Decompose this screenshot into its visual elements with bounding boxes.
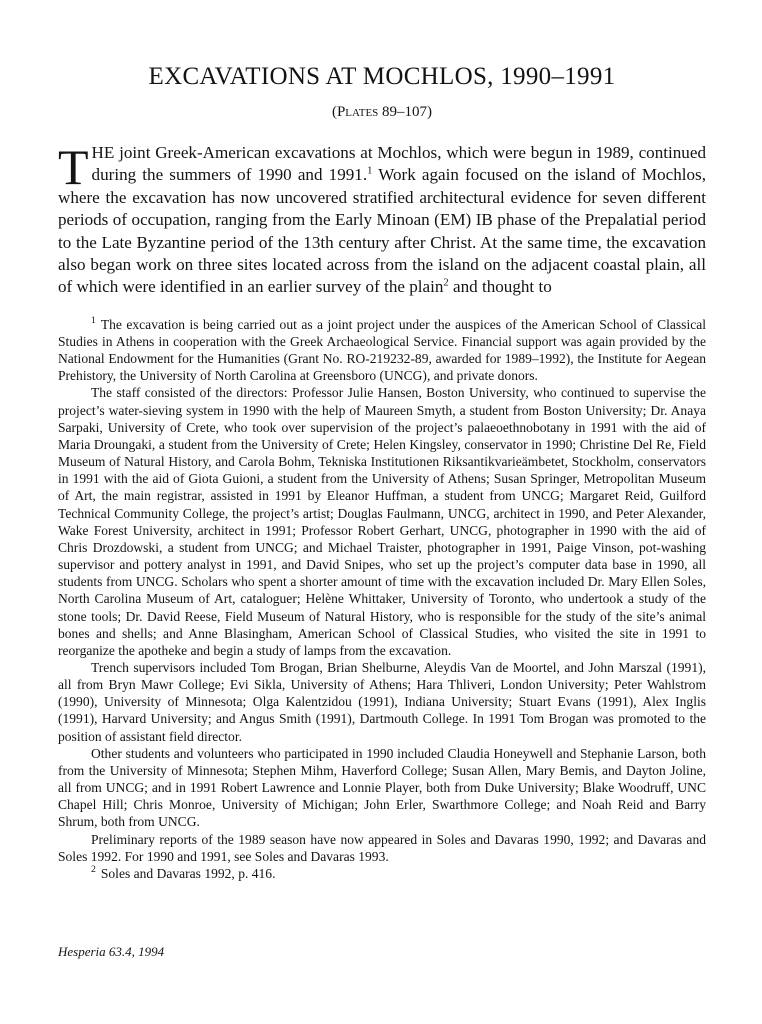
footnote-reports-paragraph: Preliminary reports of the 1989 season have now appeared in Soles and Davaras 1990, 1992; and Davaras and Soles 1992. For 1990 and 1991, see Soles and Davaras 1993. [58, 831, 706, 864]
article-title: EXCAVATIONS AT MOCHLOS, 1990–1991 [148, 63, 616, 90]
plates-label: Plates [336, 104, 379, 120]
plates-close-paren: ) [427, 104, 433, 120]
footnote-1-text: The excavation is being carried out as a joint project under the auspices of the American School of Classical Studies in Athens in cooperation with the Greek Archaeological Service. Financial support was again provided by the National Endowment for the Humanities (Grant No. RO-219232-89, awarded for 1989–1992), the Institute for Aegean Prehistory, the University of North Carolina at Greensboro (UNCG), and private donors. [58, 316, 706, 384]
footnote-1-mark: 1 [91, 315, 96, 327]
footnote-ref-1: 1 [367, 165, 373, 177]
footnote-2-text: Soles and Davaras 1992, p. 416. [100, 865, 276, 881]
footnote-volunteers-paragraph: Other students and volunteers who participated in 1990 included Claudia Honeywell and Stephanie Larson, both from the University of Minnesota; Stephen Mihm, Haverford College; Susan Allen, Mary Bemis, and Dayton Joline, all from UNCG; and in 1991 Robert Lawrence and Lonnie Player, both from Duke University; Blake Woodruff, UNC Chapel Hill; Chris Monroe, University of Michigan; John Erler, Swarthmore College; and Noah Reid and Barry Shrum, both from UNCG. [58, 745, 706, 830]
intro-paragraph [58, 139, 706, 299]
footnote-2-mark: 2 [91, 864, 96, 876]
footnote-1 [58, 316, 706, 385]
drop-cap: T [58, 139, 89, 195]
intro-text-part3: and thought to [448, 277, 552, 297]
intro-text-part1: joint Greek-American excavations at Mochlos, which were begun in 1989, continued during the summers of 1990 and 1991. [91, 143, 706, 185]
intro-text-part2: Work again focused on the island of Mochlos, where the excavation has now uncovered stratified architectural evidence for seven different periods of occupation, ranging from the Early Minoan (EM) IB phase of the Prepalatial period to the Late Byzantine period of the 13th century after Christ. At the same time, the excavation also began work on three sites located across from the island on the adjacent coastal plain, all of which were identified in an earlier survey of the plain [58, 165, 706, 297]
footnote-2 [58, 865, 706, 882]
journal-citation: Hesperia 63.4, 1994 [58, 944, 165, 959]
footnote-ref-2: 2 [443, 277, 449, 289]
footnote-staff-paragraph: The staff consisted of the directors: Professor Julie Hansen, Boston University, who continued to supervise the project’s water-sieving system in 1990 with the help of Maureen Smyth, a student from Boston University; Dr. Anaya Sarpaki, University of Crete, who took over supervision of the project’s palaeoethnobotany in 1991 with the aid of Maria Droungaki, a student from the University of Crete; Helen Kingsley, conservator in 1990; Christine Del Re, Field Museum of Natural History, and Carola Bohm, Tekniska Institutionen Riksantikvarieämbetet, Stockholm, conservators in 1991 with the aid of Giota Guioni, a student from the University of Athens; Susan Springer, Metropolitan Museum of Art, the main registrar, assisted in 1991 by Eleanor Huffman, a student from UNCG; Margaret Reid, Guilford Technical Community College, the project’s artist; Douglas Faulmann, UNCG, architect in 1990, and Peter Alexander, Wake Forest University, architect in 1991; Professor Robert Gerhart, UNCG, photographer in 1990 with the aid of Chris Drozdowski, a student from UNCG; and Michael Traister, photographer in 1991, Paige Vinson, pot-washing supervisor and pottery analyst in 1991, and David Snipes, who set up the project’s computer data base in 1990, all students from UNCG. Scholars who spent a shorter amount of time with the excavation included Dr. Mary Ellen Soles, North Carolina Museum of Art, cataloguer; Helène Whittaker, University of Toronto, who undertook a study of the stone tools; Dr. David Reese, Field Museum of Natural History, who is responsible for the study of the site’s animal bones and shells; and Anne Blasingham, American School of Classical Studies, who visited the site in 1991 to reorganize the apotheke and begin a study of lamps from the excavation. [58, 385, 706, 658]
footnote-trench-paragraph: Trench supervisors included Tom Brogan, Brian Shelburne, Aleydis Van de Moortel, and John Marszal (1991), all from Bryn Mawr College; Evi Sikla, University of Athens; Hara Thliveri, London University; Peter Wahlstrom (1990), University of Minnesota; Olga Kalentzidou (1991), Indiana University; Stuart Evans (1991), Alex Inglis (1991), Harvard University; and Angus Smith (1991), Dartmouth College. In 1991 Tom Brogan was promoted to the position of assistant field director. [58, 659, 706, 744]
footnotes [58, 316, 706, 882]
first-word-rest: HE [91, 143, 115, 162]
plates-range: 89–107 [382, 104, 428, 120]
article-page [58, 62, 706, 882]
plates-open-paren: ( [331, 104, 337, 120]
plates-reference [58, 102, 706, 122]
